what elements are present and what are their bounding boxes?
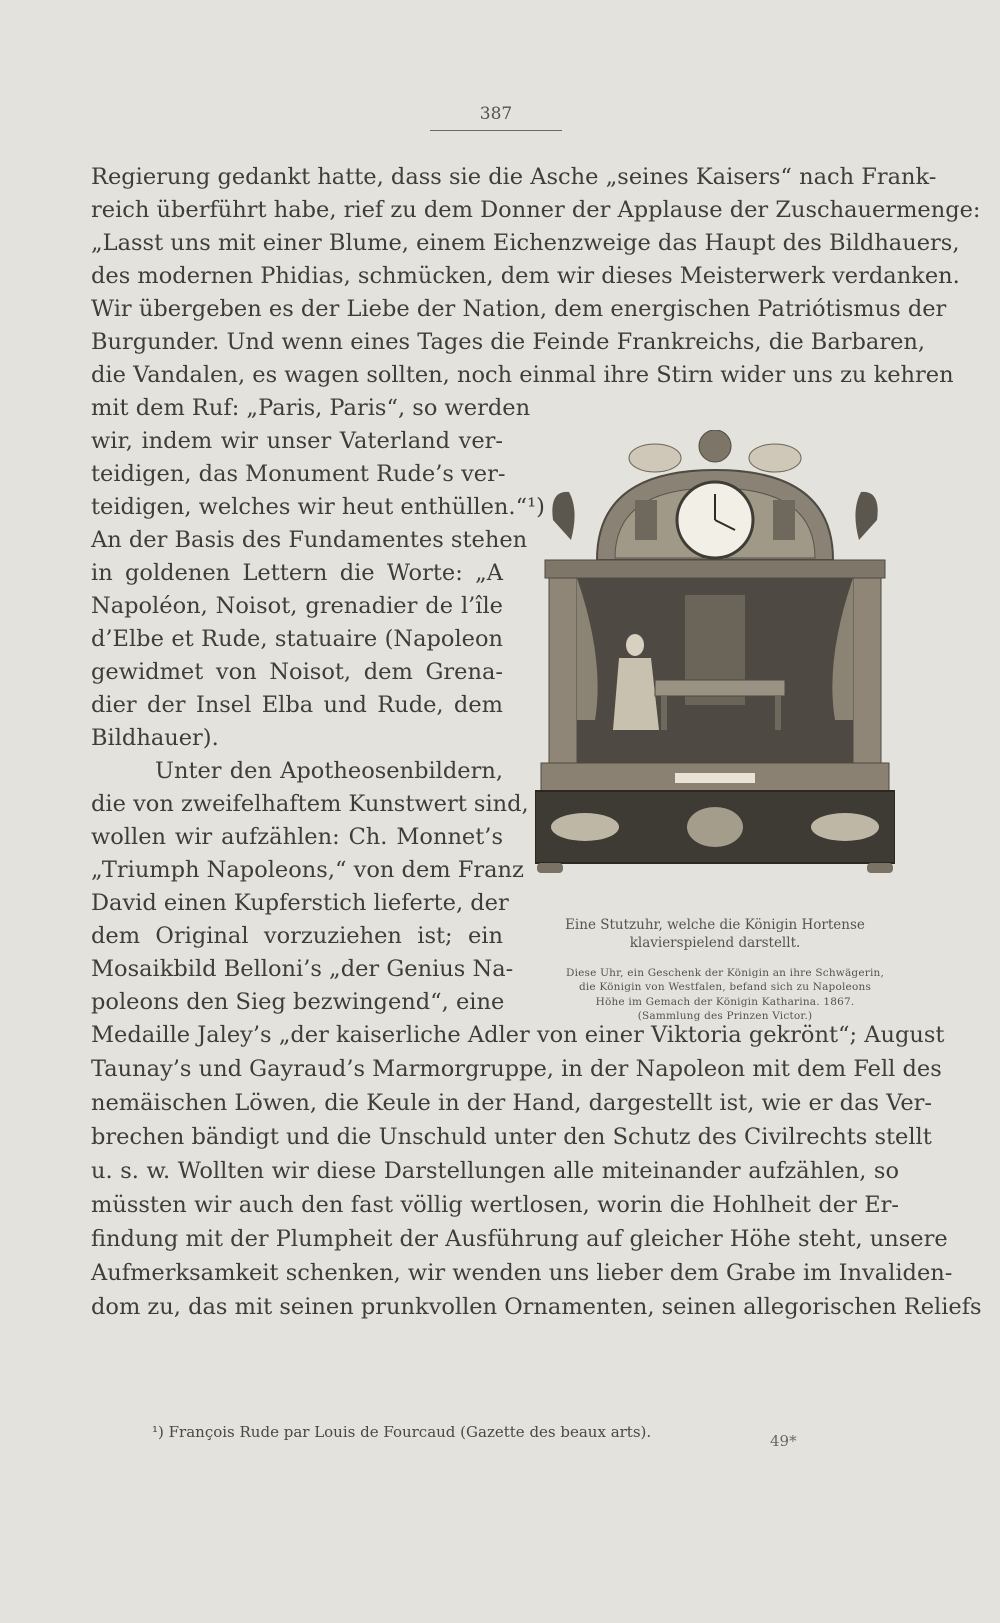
- text-line: d’Elbe et Rude, statuaire (Napoleon: [91, 626, 503, 652]
- caption-note-line: die Königin von Westfalen, befand sich zu Napoleons: [578, 981, 872, 994]
- text-line: des modernen Phidias, schmücken, dem wir dieses Meisterwerk verdanken.: [91, 263, 960, 289]
- text-line: müssten wir auch den fast völlig wertlosen, worin die Hohlheit der Er-: [91, 1192, 899, 1218]
- text-line: teidigen, das Monument Rude’s ver-: [91, 461, 506, 487]
- text-line: wollen wir aufzählen: Ch. Monnet’s: [91, 824, 503, 850]
- text-line: brechen bändigt und die Unschuld unter den Schutz des Civilrechts stellt: [91, 1124, 932, 1150]
- text-line: die von zweifelhaftem Kunstwert sind,: [91, 791, 529, 817]
- caption-line: Eine Stutzuhr, welche die Königin Hortense: [565, 917, 865, 933]
- mantel-clock-image: [535, 430, 895, 900]
- caption-note-line: Höhe im Gemach der Königin Katharina. 1867.: [595, 995, 855, 1008]
- text-line: dier der Insel Elba und Rude, dem: [91, 692, 503, 718]
- text-line: Wir übergeben es der Liebe der Nation, dem energischen Patriótismus der: [91, 296, 947, 322]
- text-line: poleons den Sieg bezwingend“, eine: [91, 989, 505, 1015]
- text-line: Taunay’s und Gayraud’s Marmorgruppe, in der Napoleon mit dem Fell des: [91, 1056, 942, 1082]
- text-line: reich überführt habe, rief zu dem Donner der Applause der Zuschauermenge:: [91, 197, 981, 223]
- text-line: David einen Kupferstich lieferte, der: [91, 890, 509, 916]
- printer-signature: 49*: [770, 1432, 797, 1450]
- caption-line: klavierspielend darstellt.: [629, 935, 801, 952]
- text-line: Bildhauer).: [91, 725, 219, 751]
- text-line: Unter den Apotheosenbildern,: [155, 758, 503, 784]
- footnote: ¹) François Rude par Louis de Fourcaud (Gazette des beaux arts).: [152, 1423, 652, 1441]
- text-line: Napoléon, Noisot, grenadier de l’île: [91, 593, 503, 619]
- clock-illustration: [535, 430, 895, 900]
- text-line: Aufmerksamkeit schenken, wir wenden uns lieber dem Grabe im Invaliden-: [91, 1260, 953, 1286]
- caption-note-line: (Sammlung des Prinzen Victor.): [637, 1010, 813, 1023]
- caption-note-line: Diese Uhr, ein Geschenk der Königin an ihre Schwägerin,: [565, 967, 885, 979]
- text-line: mit dem Ruf: „Paris, Paris“, so werden: [91, 395, 531, 421]
- figure-caption-title: [520, 916, 910, 952]
- text-line: die Vandalen, es wagen sollten, noch einmal ihre Stirn wider uns zu kehren: [91, 362, 954, 388]
- text-line: findung mit der Plumpheit der Ausführung auf gleicher Höhe steht, unsere: [91, 1226, 948, 1252]
- text-line: nemäischen Löwen, die Keule in der Hand, dargestellt ist, wie er das Ver-: [91, 1090, 933, 1116]
- text-line: Mosaikbild Belloni’s „der Genius Na-: [91, 956, 514, 982]
- text-line: „Triumph Napoleons,“ von dem Franz: [91, 857, 524, 883]
- figure-caption-note: [520, 966, 930, 1024]
- page-number: 387: [479, 104, 513, 124]
- text-line: An der Basis des Fundamentes stehen: [91, 527, 528, 553]
- text-line: teidigen, welches wir heut enthüllen.“¹): [91, 494, 545, 520]
- text-line: Medaille Jaley’s „der kaiserliche Adler von einer Viktoria gekrönt“; August: [91, 1022, 945, 1048]
- text-line: in goldenen Lettern die Worte: „A: [91, 560, 503, 586]
- text-line: wir, indem wir unser Vaterland ver-: [91, 428, 503, 454]
- text-line: dom zu, das mit seinen prunkvollen Ornamenten, seinen allegorischen Reliefs: [91, 1294, 982, 1320]
- text-line: Burgunder. Und wenn eines Tages die Feinde Frankreichs, die Barbaren,: [91, 329, 926, 355]
- text-line: dem Original vorzuziehen ist; ein: [91, 923, 503, 949]
- header-rule: [430, 130, 562, 131]
- text-line: gewidmet von Noisot, dem Grena-: [91, 659, 503, 685]
- text-line: Regierung gedankt hatte, dass sie die Asche „seines Kaisers“ nach Frank-: [91, 164, 937, 190]
- text-line: u. s. w. Wollten wir diese Darstellungen alle miteinander aufzählen, so: [91, 1158, 899, 1184]
- text-line: „Lasst uns mit einer Blume, einem Eichenzweige das Haupt des Bildhauers,: [91, 230, 960, 256]
